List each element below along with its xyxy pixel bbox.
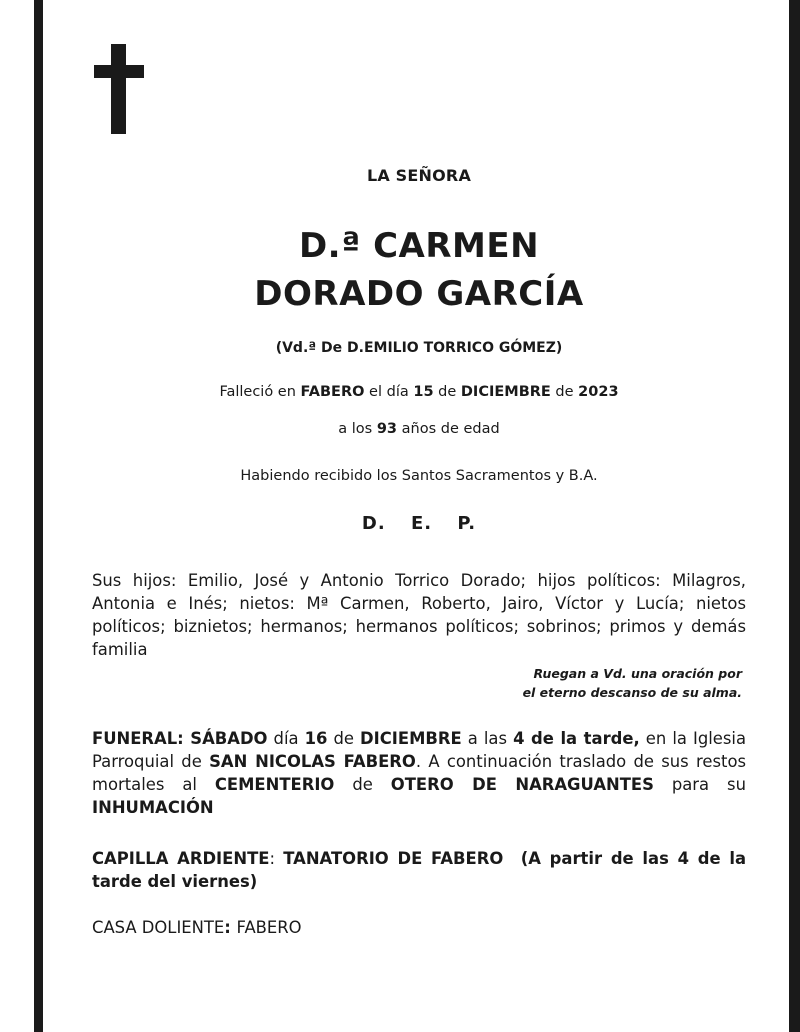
prayer-line2: el eterno descanso de su alma. <box>522 685 742 700</box>
casa-doliente-line <box>92 918 302 937</box>
funeral-month: DICIEMBRE <box>360 729 462 748</box>
death-info-line <box>92 384 746 400</box>
left-border-bar <box>34 0 43 1032</box>
funeral-t1: día <box>267 729 305 748</box>
funeral-cemetery-place: OTERO DE NARAGUANTES <box>390 775 654 794</box>
death-of2: de <box>550 384 579 400</box>
death-of1: de <box>433 384 461 400</box>
casa-label: CASA DOLIENTE <box>92 918 225 937</box>
deceased-name-line2: DORADO GARCÍA <box>254 274 584 314</box>
funeral-church: SAN NICOLAS FABERO <box>209 752 416 771</box>
casa-sep: : <box>224 918 237 937</box>
age-prefix: a los <box>338 421 377 437</box>
funeral-burial: INHUMACIÓN <box>92 798 214 817</box>
family-paragraph: Sus hijos: Emilio, José y Antonio Torrico Dorado; hijos políticos: Milagros, Antonia e Inés; nietos: Mª Carmen, Roberto, Jairo, Víctor y Lucía; nietos políticos; biznietos; hermanos; hermanos políticos; sobrinos; primos y demás familia <box>92 571 746 659</box>
prayer-line1: Ruegan a Vd. una oración por <box>533 666 742 681</box>
age-years: 93 <box>376 421 398 437</box>
funeral-t5: . A continuación traslado de sus restos mortales al <box>92 752 747 794</box>
sacraments-line: Habiendo recibido los Santos Sacramentos y B.A. <box>240 468 598 484</box>
funeral-time: 4 de la tarde, <box>513 729 640 748</box>
death-day: 15 <box>413 384 434 400</box>
right-border-bar <box>789 0 800 1032</box>
death-prefix: Falleció en <box>219 384 301 400</box>
funeral-day: 16 <box>304 729 328 748</box>
cross-vertical-bar <box>111 44 126 134</box>
age-line <box>92 421 746 437</box>
death-place: FABERO <box>300 384 365 400</box>
age-suffix: años de edad <box>397 421 500 437</box>
funeral-paragraph <box>92 727 746 819</box>
funeral-t3: a las <box>461 729 514 748</box>
capilla-text: TANATORIO DE FABERO (A partir de las 4 de la tarde del viernes) <box>92 849 752 891</box>
capilla-sep: : <box>269 849 284 868</box>
funeral-t4: en la Iglesia Parroquial de <box>92 729 746 771</box>
heading-la-senora: LA SEÑORA <box>366 166 472 185</box>
death-year: 2023 <box>578 384 619 400</box>
dep-line: D. E. P. <box>361 513 477 534</box>
deceased-name-line1: D.ª CARMEN <box>298 226 540 266</box>
widow-of-line: (Vd.ª De D.EMILIO TORRICO GÓMEZ) <box>275 340 563 356</box>
death-month: DICIEMBRE <box>460 384 551 400</box>
funeral-t2: de <box>327 729 361 748</box>
capilla-label: CAPILLA ARDIENTE <box>92 849 270 868</box>
funeral-cemetery: CEMENTERIO <box>214 775 335 794</box>
cross-horizontal-bar <box>94 65 144 78</box>
casa-place: FABERO <box>236 918 302 937</box>
death-day-prefix: el día <box>364 384 414 400</box>
funeral-t6: de <box>334 775 391 794</box>
funeral-label: FUNERAL: SÁBADO <box>92 729 268 748</box>
funeral-t7: para su <box>653 775 746 794</box>
capilla-ardiente-paragraph <box>92 847 752 893</box>
